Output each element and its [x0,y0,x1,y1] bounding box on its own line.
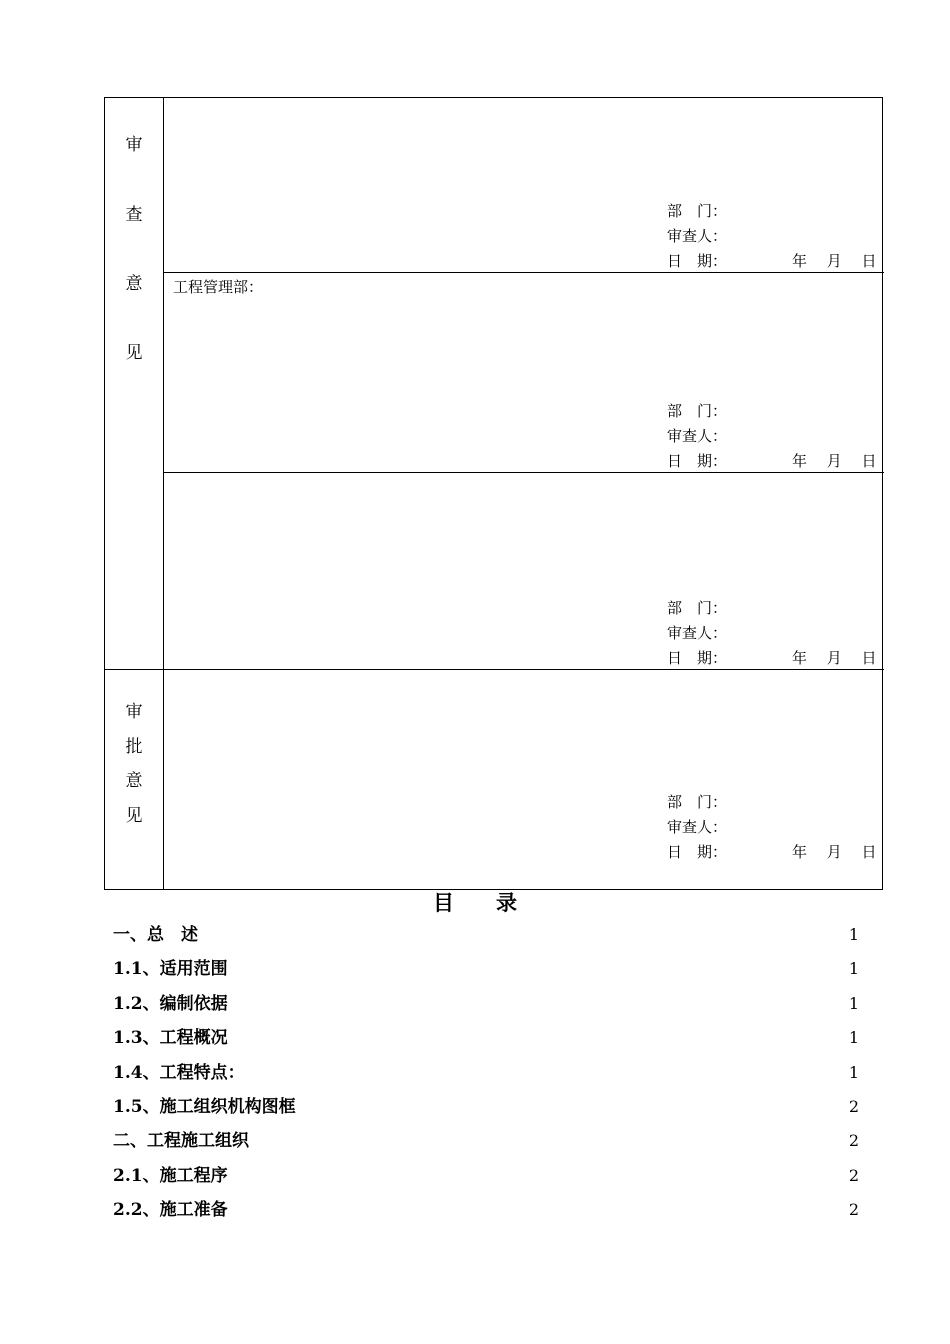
signature-block-1 [667,201,882,276]
date-ymd: 年 月 日 [792,649,877,667]
toc-entry-label: 2.2、施工准备 [113,1200,228,1221]
reviewer-label: 审查人： [667,818,728,836]
column-divider [163,98,164,889]
toc-entry[interactable] [113,1093,859,1127]
date-ymd: 年 月 日 [792,843,877,861]
toc-entry[interactable] [113,1162,859,1196]
toc-title: 目 录 [433,890,517,915]
signature-block-3 [667,598,882,673]
toc-entry-page: 1 [848,1028,859,1048]
review-side-char-4: 见 [125,343,143,363]
signature-block-approval [667,792,882,867]
toc-entry[interactable] [113,990,859,1024]
dept-label: 部 门： [667,402,728,420]
toc-entry[interactable] [113,1059,859,1093]
date-label: 日 期： [667,649,728,667]
approval-side-char-3: 意 [125,771,143,791]
section-title-engineering-dept: 工程管理部： [173,278,264,296]
review-side-char-3: 意 [125,274,143,294]
toc-entry-label: 1.1、适用范围 [113,959,228,980]
dept-label: 部 门： [667,793,728,811]
review-side-char-2: 查 [125,205,143,225]
date-label: 日 期： [667,843,728,861]
toc-entry[interactable] [113,1196,859,1230]
toc-entry[interactable] [113,921,859,955]
toc-entry-page: 2 [848,1200,859,1220]
date-ymd: 年 月 日 [792,452,877,470]
toc-entry-label: 2.1、施工程序 [113,1165,228,1186]
toc-entry[interactable] [113,955,859,989]
toc-entry-page: 1 [848,993,859,1013]
toc-entry-label: 一、总 述 [113,925,198,945]
date-label: 日 期： [667,452,728,470]
toc-entry-label: 1.2、编制依据 [113,993,228,1014]
toc-entry-page: 2 [848,1131,859,1151]
review-side-char-1: 审 [125,135,143,155]
toc-entry[interactable] [113,1024,859,1058]
toc-entry-page: 1 [848,1062,859,1082]
date-ymd: 年 月 日 [792,252,877,270]
approval-side-char-4: 见 [125,806,143,826]
date-label: 日 期： [667,252,728,270]
toc-entry[interactable] [113,1127,859,1161]
signature-block-2 [667,401,882,476]
toc-entry-label: 二、工程施工组织 [113,1131,249,1152]
table-of-contents [113,921,859,1231]
reviewer-label: 审查人： [667,427,728,445]
reviewer-label: 审查人： [667,227,728,245]
approval-side-char-2: 批 [125,737,143,757]
toc-entry-page: 2 [848,1096,859,1116]
toc-entry-label: 1.5、施工组织机构图框 [113,1096,296,1117]
dept-label: 部 门： [667,599,728,617]
review-table [104,97,883,890]
toc-entry-label: 1.4、工程特点： [113,1062,245,1083]
toc-entry-page: 1 [848,925,859,944]
dept-label: 部 门： [667,202,728,220]
reviewer-label: 审查人： [667,624,728,642]
toc-entry-page: 1 [848,959,859,979]
approval-side-char-1: 审 [125,702,143,722]
toc-entry-label: 1.3、工程概况 [113,1028,228,1049]
toc-entry-page: 2 [848,1165,859,1185]
